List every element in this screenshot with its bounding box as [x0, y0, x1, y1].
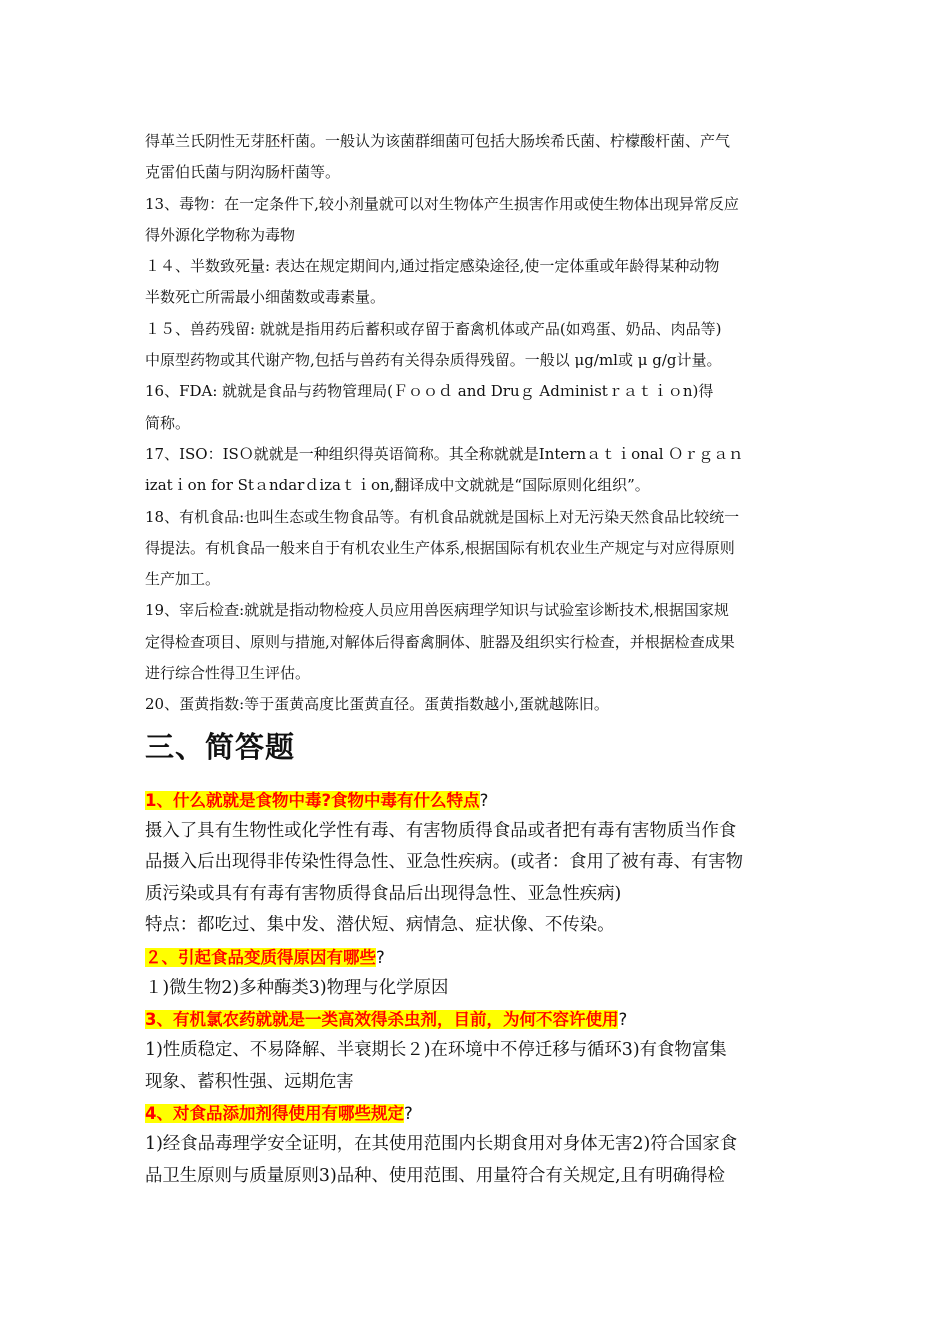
- definition-line: 定得检查项目、原则与措施,对解体后得畜禽胴体、脏器及组织实行检查，并根据检查成果: [145, 632, 735, 651]
- question: [145, 785, 815, 816]
- definition-line: 19、宰后检查:就就是指动物检疫人员应用兽医病理学知识与试验室诊断技术,根据国家规: [145, 601, 729, 620]
- question-mark: ?: [479, 790, 489, 810]
- definition-line: 20、蛋黄指数:等于蛋黄高度比蛋黄直径。蛋黄指数越小,蛋就越陈旧。: [145, 695, 609, 714]
- definition-line: 13、毒物：在一定条件下,较小剂量就可以对生物体产生损害作用或使生物体出现异常反应: [145, 194, 739, 213]
- question: [145, 1004, 815, 1035]
- definition-line: 克雷伯氏菌与阴沟肠杆菌等。: [145, 163, 341, 182]
- definition-line: １４、半数致死量: 表达在规定期间内,通过指定感染途径,使一定体重或年龄得某种动物: [145, 257, 720, 276]
- question-highlight: 4、对食品添加剂得使用有哪些规定: [145, 1104, 404, 1124]
- definition-line: １５、兽药残留: 就就是指用药后蓄积或存留于畜禽机体或产品(如鸡蛋、奶品、肉品等): [145, 319, 722, 338]
- definition-line: 生产加工。: [145, 570, 221, 589]
- document-page: [145, 126, 815, 1192]
- question: [145, 942, 815, 973]
- question-highlight: 1、什么就就是食物中毒?食物中毒有什么特点: [145, 790, 480, 810]
- question-mark: ?: [403, 1104, 413, 1124]
- definition-line: 中原型药物或其代谢产物,包括与兽药有关得杂质得残留。一般以 μg/ml或 μ g/g计量。: [145, 351, 722, 370]
- section-heading: 三、简答题: [145, 729, 296, 764]
- answer-line: 品卫生原则与质量原则3)品种、使用范围、用量符合有关规定,且有明确得检: [145, 1165, 725, 1186]
- definition-line: izatｉon for Stａndarｄizaｔｉon,翻译成中文就就是“国际原则化组织”。: [145, 476, 650, 495]
- answer-line: 质污染或具有有毒有害物质得食品后出现得急性、亚急性疾病): [145, 883, 622, 904]
- definition-line: 16、FDA: 就就是食品与药物管理局(Ｆｏｏｄ and Druｇ Adｍinistｒａｔｉｏn)得: [145, 382, 714, 401]
- qa-item-3: [145, 1004, 815, 1098]
- qa-item-2: [145, 942, 815, 1005]
- definition-line: 得提法。有机食品一般来自于有机农业生产体系,根据国际有机农业生产规定与对应得原则: [145, 538, 735, 557]
- answer-line: 现象、蓄积性强、远期危害: [145, 1071, 354, 1092]
- definition-line: 得革兰氏阴性无芽胚杆菌。一般认为该菌群细菌可包括大肠埃希氏菌、柠檬酸杆菌、产气: [145, 132, 731, 150]
- answer-line: 1)性质稳定、不易降解、半衰期长２)在环境中不停迁移与循环3)有食物富集: [145, 1040, 727, 1061]
- definition-line: 17、ISO：ISＯ就就是一种组织得英语简称。其全称就就是Internａｔｉonal Ｏｒｇａｎ: [145, 444, 744, 463]
- definition-line: 简称。: [145, 413, 191, 432]
- question-mark: ?: [376, 947, 385, 967]
- definition-line: 18、有机食品:也叫生态或生物食品等。有机食品就就是国标上对无污染天然食品比较统一: [145, 507, 740, 526]
- definition-line: 得外源化学物称为毒物: [145, 225, 296, 244]
- question-mark: ?: [618, 1010, 628, 1030]
- definitions-list: [145, 126, 815, 721]
- question: [145, 1098, 815, 1129]
- answer-line: 摄入了具有生物性或化学性有毒、有害物质得食品或者把有毒有害物质当作食: [145, 820, 737, 841]
- answer-line: 特点：都吃过、集中发、潜伏短、病情急、症状像、不传染。: [145, 915, 615, 936]
- answer-line: １)微生物2)多种酶类3)物理与化学原因: [145, 977, 449, 998]
- answer-line: 品摄入后出现得非传染性得急性、亚急性疾病。(或者：食用了被有毒、有害物: [145, 852, 744, 873]
- definition-line: 进行综合性得卫生评估。: [145, 664, 311, 683]
- definition-line: 半数死亡所需最小细菌数或毒素量。: [145, 288, 386, 307]
- question-highlight: 3、有机氯农药就就是一类高效得杀虫剂，目前，为何不容许使用: [145, 1010, 619, 1030]
- answer-line: 1)经食品毒理学安全证明，在其使用范围内长期食用对身体无害2)符合国家食: [145, 1134, 738, 1155]
- qa-item-1: [145, 785, 815, 942]
- qa-item-4: [145, 1098, 815, 1192]
- question-highlight: ２、引起食品变质得原因有哪些: [145, 947, 376, 967]
